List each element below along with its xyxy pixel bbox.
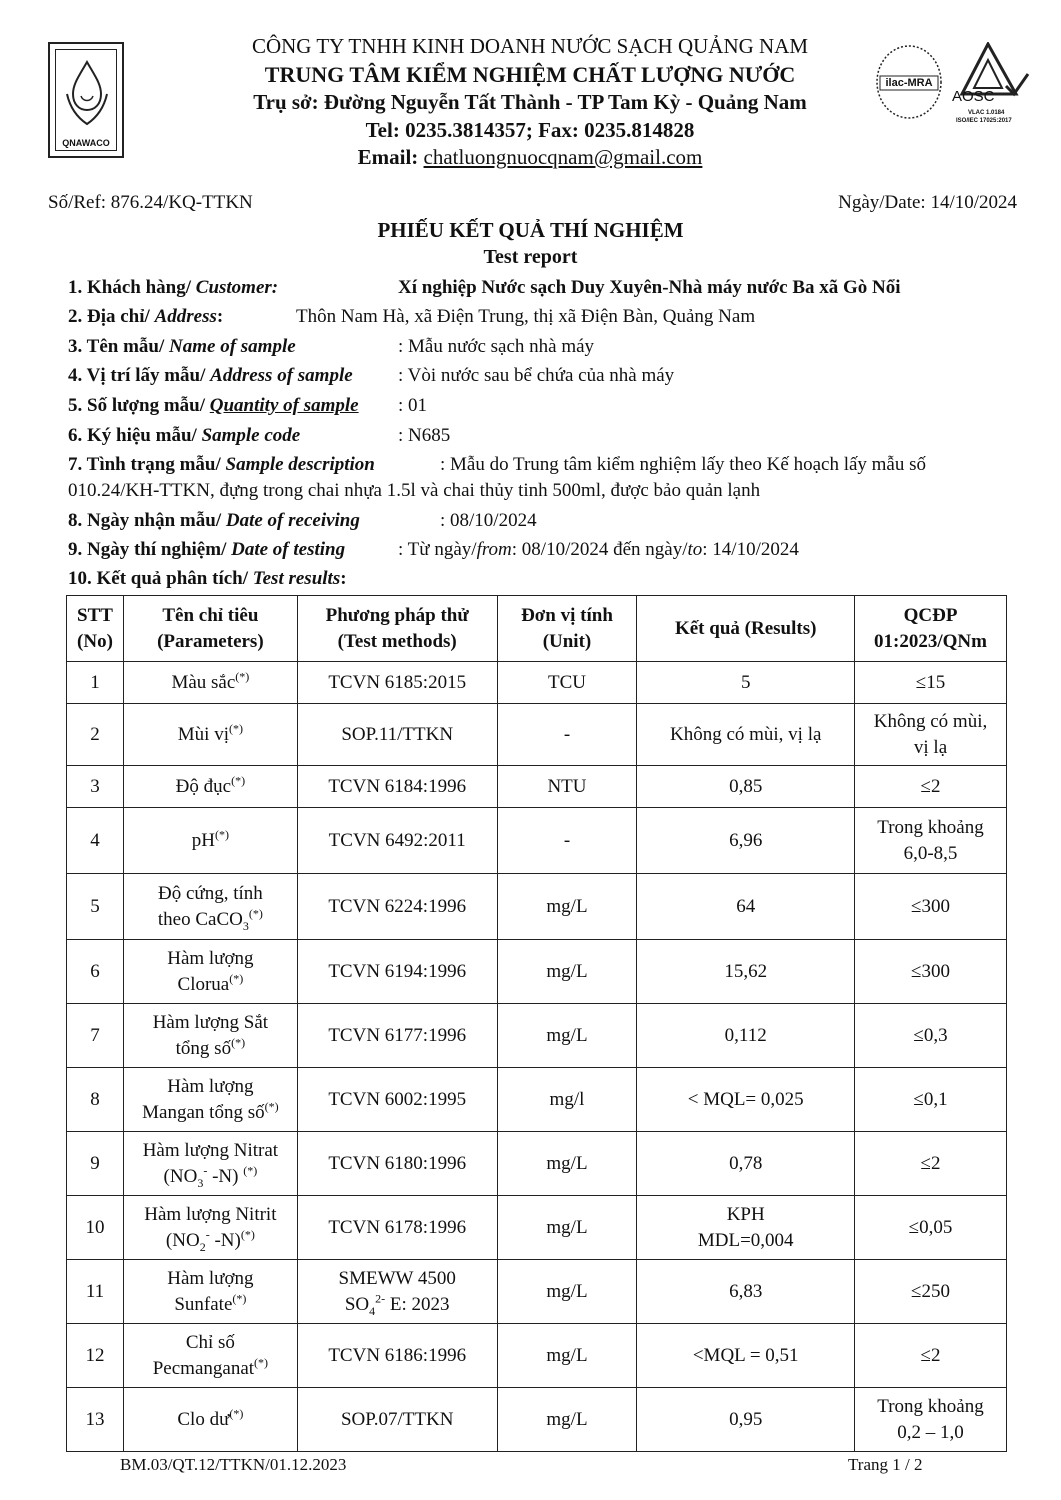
table-row — [67, 808, 1007, 874]
field-address — [68, 306, 756, 328]
cell-method: TCVN 6492:2011 — [297, 808, 497, 874]
header-methods: Phương pháp thử (Test methods) — [297, 596, 497, 662]
field-sample-quantity-value: : 01 — [398, 395, 428, 416]
cell-unit: NTU — [497, 766, 637, 808]
cell-parameter: Độ cứng, tính theo CaCO$_3$(*) — [123, 874, 297, 940]
field-label: 7. Tình trạng mẫu/ — [68, 454, 226, 475]
cell-result: <MQL = 0,51 — [637, 1324, 855, 1388]
cell-standard: ≤15 — [855, 662, 1007, 704]
field-customer-value: Xí nghiệp Nước sạch Duy Xuyên-Nhà máy nước Ba xã Gò Nổi — [398, 277, 901, 298]
cell-no: 1 — [67, 662, 124, 704]
report-date: Ngày/Date: 14/10/2024 — [838, 192, 1017, 213]
field-sample-name-value: : Mẫu nước sạch nhà máy — [398, 336, 595, 357]
field-sample-code — [68, 425, 451, 447]
field-sample-code-value: : N685 — [398, 425, 451, 446]
cell-no: 12 — [67, 1324, 124, 1388]
cell-no: 11 — [67, 1260, 124, 1324]
field-label-en: Date of receiving — [225, 510, 360, 531]
water-drop-icon — [57, 54, 117, 134]
cell-standard: ≤0,1 — [855, 1068, 1007, 1132]
cell-method: TCVN 6224:1996 — [297, 874, 497, 940]
cell-parameter: Hàm lượng Nitrat ($NO_3^-$ -N) (*) — [123, 1132, 297, 1196]
header-standard: QCĐP 01:2023/QNm — [855, 596, 1007, 662]
ilac-text: ilac-MRA — [885, 77, 933, 89]
cell-unit: mg/L — [497, 1324, 637, 1388]
field-sample-location-value: : Vòi nước sau bể chứa của nhà máy — [398, 365, 675, 386]
cell-parameter: Clo dư(*) — [123, 1388, 297, 1452]
field-colon: : — [340, 568, 347, 589]
cell-standard: ≤300 — [855, 940, 1007, 1004]
cell-standard: ≤250 — [855, 1260, 1007, 1324]
table-row — [67, 1260, 1007, 1324]
cell-unit: mg/L — [497, 1132, 637, 1196]
report-subtitle: Test report — [483, 246, 578, 268]
company-logo — [48, 42, 124, 158]
field-label-en: Test results — [252, 568, 341, 589]
iso-text: ISO/IEC 17025:2017 — [956, 118, 1012, 124]
cell-method: SOP.07/TTKN — [297, 1388, 497, 1452]
field-sample-description — [68, 454, 927, 476]
field-label: 6. Ký hiệu mẫu/ — [68, 425, 202, 446]
cell-unit: mg/L — [497, 940, 637, 1004]
table-row — [67, 1068, 1007, 1132]
table-row — [67, 662, 1007, 704]
cell-parameter: Hàm lượng Mangan tổng số(*) — [123, 1068, 297, 1132]
results-table — [66, 595, 1007, 1452]
email-link[interactable]: chatluongnuocqnam@gmail.com — [423, 145, 703, 169]
cell-unit: mg/l — [497, 1068, 637, 1132]
field-label-en: Name of sample — [169, 336, 296, 357]
cell-result: 64 — [637, 874, 855, 940]
cell-parameter: Chỉ số Pecmanganat(*) — [123, 1324, 297, 1388]
cell-unit: mg/L — [497, 1260, 637, 1324]
table-row — [67, 874, 1007, 940]
cell-method: SMEWW 4500 $SO_4^{2-}$ E: 2023 — [297, 1260, 497, 1324]
cell-parameter: Hàm lượng Clorua(*) — [123, 940, 297, 1004]
cell-unit: - — [497, 808, 637, 874]
table-row — [67, 1196, 1007, 1260]
field-address-value: Thôn Nam Hà, xã Điện Trung, thị xã Điện Bàn, Quảng Nam — [296, 306, 756, 327]
field-label: 2. Địa chỉ/ — [68, 306, 155, 327]
cell-result: 0,85 — [637, 766, 855, 808]
field-label: 1. Khách hàng/ — [68, 277, 196, 298]
cell-no: 6 — [67, 940, 124, 1004]
field-label: 4. Vị trí lấy mẫu/ — [68, 365, 211, 386]
cell-unit: mg/L — [497, 874, 637, 940]
cell-no: 9 — [67, 1132, 124, 1196]
cell-result: < MQL= 0,025 — [637, 1068, 855, 1132]
cell-parameter: pH(*) — [123, 808, 297, 874]
field-testing-date-value: : Từ ngày/from: 08/10/2024 đến ngày/to: 14/10/2024 — [398, 539, 799, 560]
cell-standard: ≤0,3 — [855, 1004, 1007, 1068]
cell-no: 7 — [67, 1004, 124, 1068]
company-address: Trụ sở: Đường Nguyễn Tất Thành - TP Tam Kỳ - Quảng Nam — [253, 90, 807, 114]
field-label-en: Sample code — [201, 425, 301, 446]
cell-parameter: Mùi vị(*) — [123, 704, 297, 766]
cell-method: TCVN 6177:1996 — [297, 1004, 497, 1068]
field-label-en: Customer: — [195, 277, 279, 298]
cell-method: TCVN 6002:1995 — [297, 1068, 497, 1132]
table-row — [67, 1004, 1007, 1068]
cell-method: TCVN 6178:1996 — [297, 1196, 497, 1260]
company-phone: Tel: 0235.3814357; Fax: 0235.814828 — [365, 118, 695, 142]
cell-result: Không có mùi, vị lạ — [637, 704, 855, 766]
field-receive-date-value: : 08/10/2024 — [440, 510, 537, 531]
table-row — [67, 766, 1007, 808]
cell-method: SOP.11/TTKN — [297, 704, 497, 766]
field-sample-description-value: : Mẫu do Trung tâm kiểm nghiệm lấy theo Kế hoạch lấy mẫu số — [440, 454, 927, 475]
table-row — [67, 1388, 1007, 1452]
header-no: STT (No) — [67, 596, 124, 662]
field-label: 9. Ngày thí nghiệm/ — [68, 539, 232, 560]
cell-no: 8 — [67, 1068, 124, 1132]
cell-result: 0,78 — [637, 1132, 855, 1196]
form-code: BM.03/QT.12/TTKN/01.12.2023 — [120, 1455, 347, 1474]
field-label-en: Sample description — [225, 454, 375, 475]
field-label: 10. Kết quả phân tích/ — [68, 568, 253, 589]
cell-standard: ≤2 — [855, 1132, 1007, 1196]
report-ref: Số/Ref: 876.24/KQ-TTKN — [48, 192, 253, 213]
cell-standard: Trong khoảng 6,0-8,5 — [855, 808, 1007, 874]
cell-no: 4 — [67, 808, 124, 874]
cell-standard: ≤0,05 — [855, 1196, 1007, 1260]
table-header-row — [67, 596, 1007, 662]
field-testing-date — [68, 539, 799, 561]
cell-parameter: Hàm lượng Sunfate(*) — [123, 1260, 297, 1324]
header-parameters: Tên chỉ tiêu (Parameters) — [123, 596, 297, 662]
ilac-mra-badge — [874, 42, 944, 122]
header-results: Kết quả (Results) — [637, 596, 855, 662]
page-number: Trang 1 / 2 — [848, 1455, 923, 1474]
cell-result: 5 — [637, 662, 855, 704]
field-customer — [68, 277, 901, 299]
table-row — [67, 1132, 1007, 1196]
cell-no: 13 — [67, 1388, 124, 1452]
company-name: CÔNG TY TNHH KINH DOANH NƯỚC SẠCH QUẢNG NAM — [251, 34, 809, 58]
report-title: PHIẾU KẾT QUẢ THÍ NGHIỆM — [377, 218, 684, 242]
cell-result: KPH MDL=0,004 — [637, 1196, 855, 1260]
field-label: 8. Ngày nhận mẫu/ — [68, 510, 226, 531]
cell-parameter: Độ đục(*) — [123, 766, 297, 808]
center-name: TRUNG TÂM KIỂM NGHIỆM CHẤT LƯỢNG NƯỚC — [264, 62, 796, 87]
cell-standard: Trong khoảng 0,2 – 1,0 — [855, 1388, 1007, 1452]
field-label-en: Address — [154, 306, 217, 327]
company-email-line — [150, 145, 910, 170]
field-label-en: Address of sample — [210, 365, 353, 386]
cell-result: 15,62 — [637, 940, 855, 1004]
cell-result: 0,95 — [637, 1388, 855, 1452]
field-sample-quantity — [68, 395, 428, 417]
cell-no: 5 — [67, 874, 124, 940]
logo-text: QNAWACO — [62, 138, 110, 148]
cell-no: 2 — [67, 704, 124, 766]
cell-parameter: Hàm lượng Sắt tổng số(*) — [123, 1004, 297, 1068]
field-colon: : — [216, 306, 224, 327]
cell-result: 6,83 — [637, 1260, 855, 1324]
field-test-results — [68, 568, 347, 590]
cell-parameter: Màu sắc(*) — [123, 662, 297, 704]
field-label-en: Date of testing — [231, 539, 346, 560]
cell-unit: - — [497, 704, 637, 766]
cell-result: 6,96 — [637, 808, 855, 874]
cell-method: TCVN 6185:2015 — [297, 662, 497, 704]
header-unit: Đơn vị tính (Unit) — [497, 596, 637, 662]
cell-standard: Không có mùi, vị lạ — [855, 704, 1007, 766]
cell-unit: mg/L — [497, 1004, 637, 1068]
cell-parameter: Hàm lượng Nitrit ($NO_2^-$ -N)(*) — [123, 1196, 297, 1260]
cell-method: TCVN 6184:1996 — [297, 766, 497, 808]
cell-unit: TCU — [497, 662, 637, 704]
cell-result: 0,112 — [637, 1004, 855, 1068]
aosc-text: AOSC — [952, 88, 995, 105]
cell-standard: ≤2 — [855, 766, 1007, 808]
table-row — [67, 1324, 1007, 1388]
cell-method: TCVN 6194:1996 — [297, 940, 497, 1004]
field-receive-date — [68, 510, 537, 532]
cell-no: 10 — [67, 1196, 124, 1260]
cell-no: 3 — [67, 766, 124, 808]
vlac-text: VLAC 1.0184 — [968, 110, 1005, 116]
cell-standard: ≤300 — [855, 874, 1007, 940]
field-sample-name — [68, 336, 595, 358]
email-label: Email: — [357, 145, 424, 169]
table-row — [67, 940, 1007, 1004]
field-sample-location — [68, 365, 675, 387]
cell-method: TCVN 6180:1996 — [297, 1132, 497, 1196]
cell-unit: mg/L — [497, 1388, 637, 1452]
cell-standard: ≤2 — [855, 1324, 1007, 1388]
cell-method: TCVN 6186:1996 — [297, 1324, 497, 1388]
aosc-badge — [950, 42, 1030, 132]
cell-unit: mg/L — [497, 1196, 637, 1260]
field-sample-description-cont: 010.24/KH-TTKN, đựng trong chai nhựa 1.5l và chai thủy tinh 500ml, được bảo quản lạnh — [68, 480, 761, 501]
field-label-en: Quantity of sample — [209, 395, 359, 416]
field-label: 3. Tên mẫu/ — [68, 336, 170, 357]
table-row — [67, 704, 1007, 766]
field-label: 5. Số lượng mẫu/ — [68, 395, 210, 416]
